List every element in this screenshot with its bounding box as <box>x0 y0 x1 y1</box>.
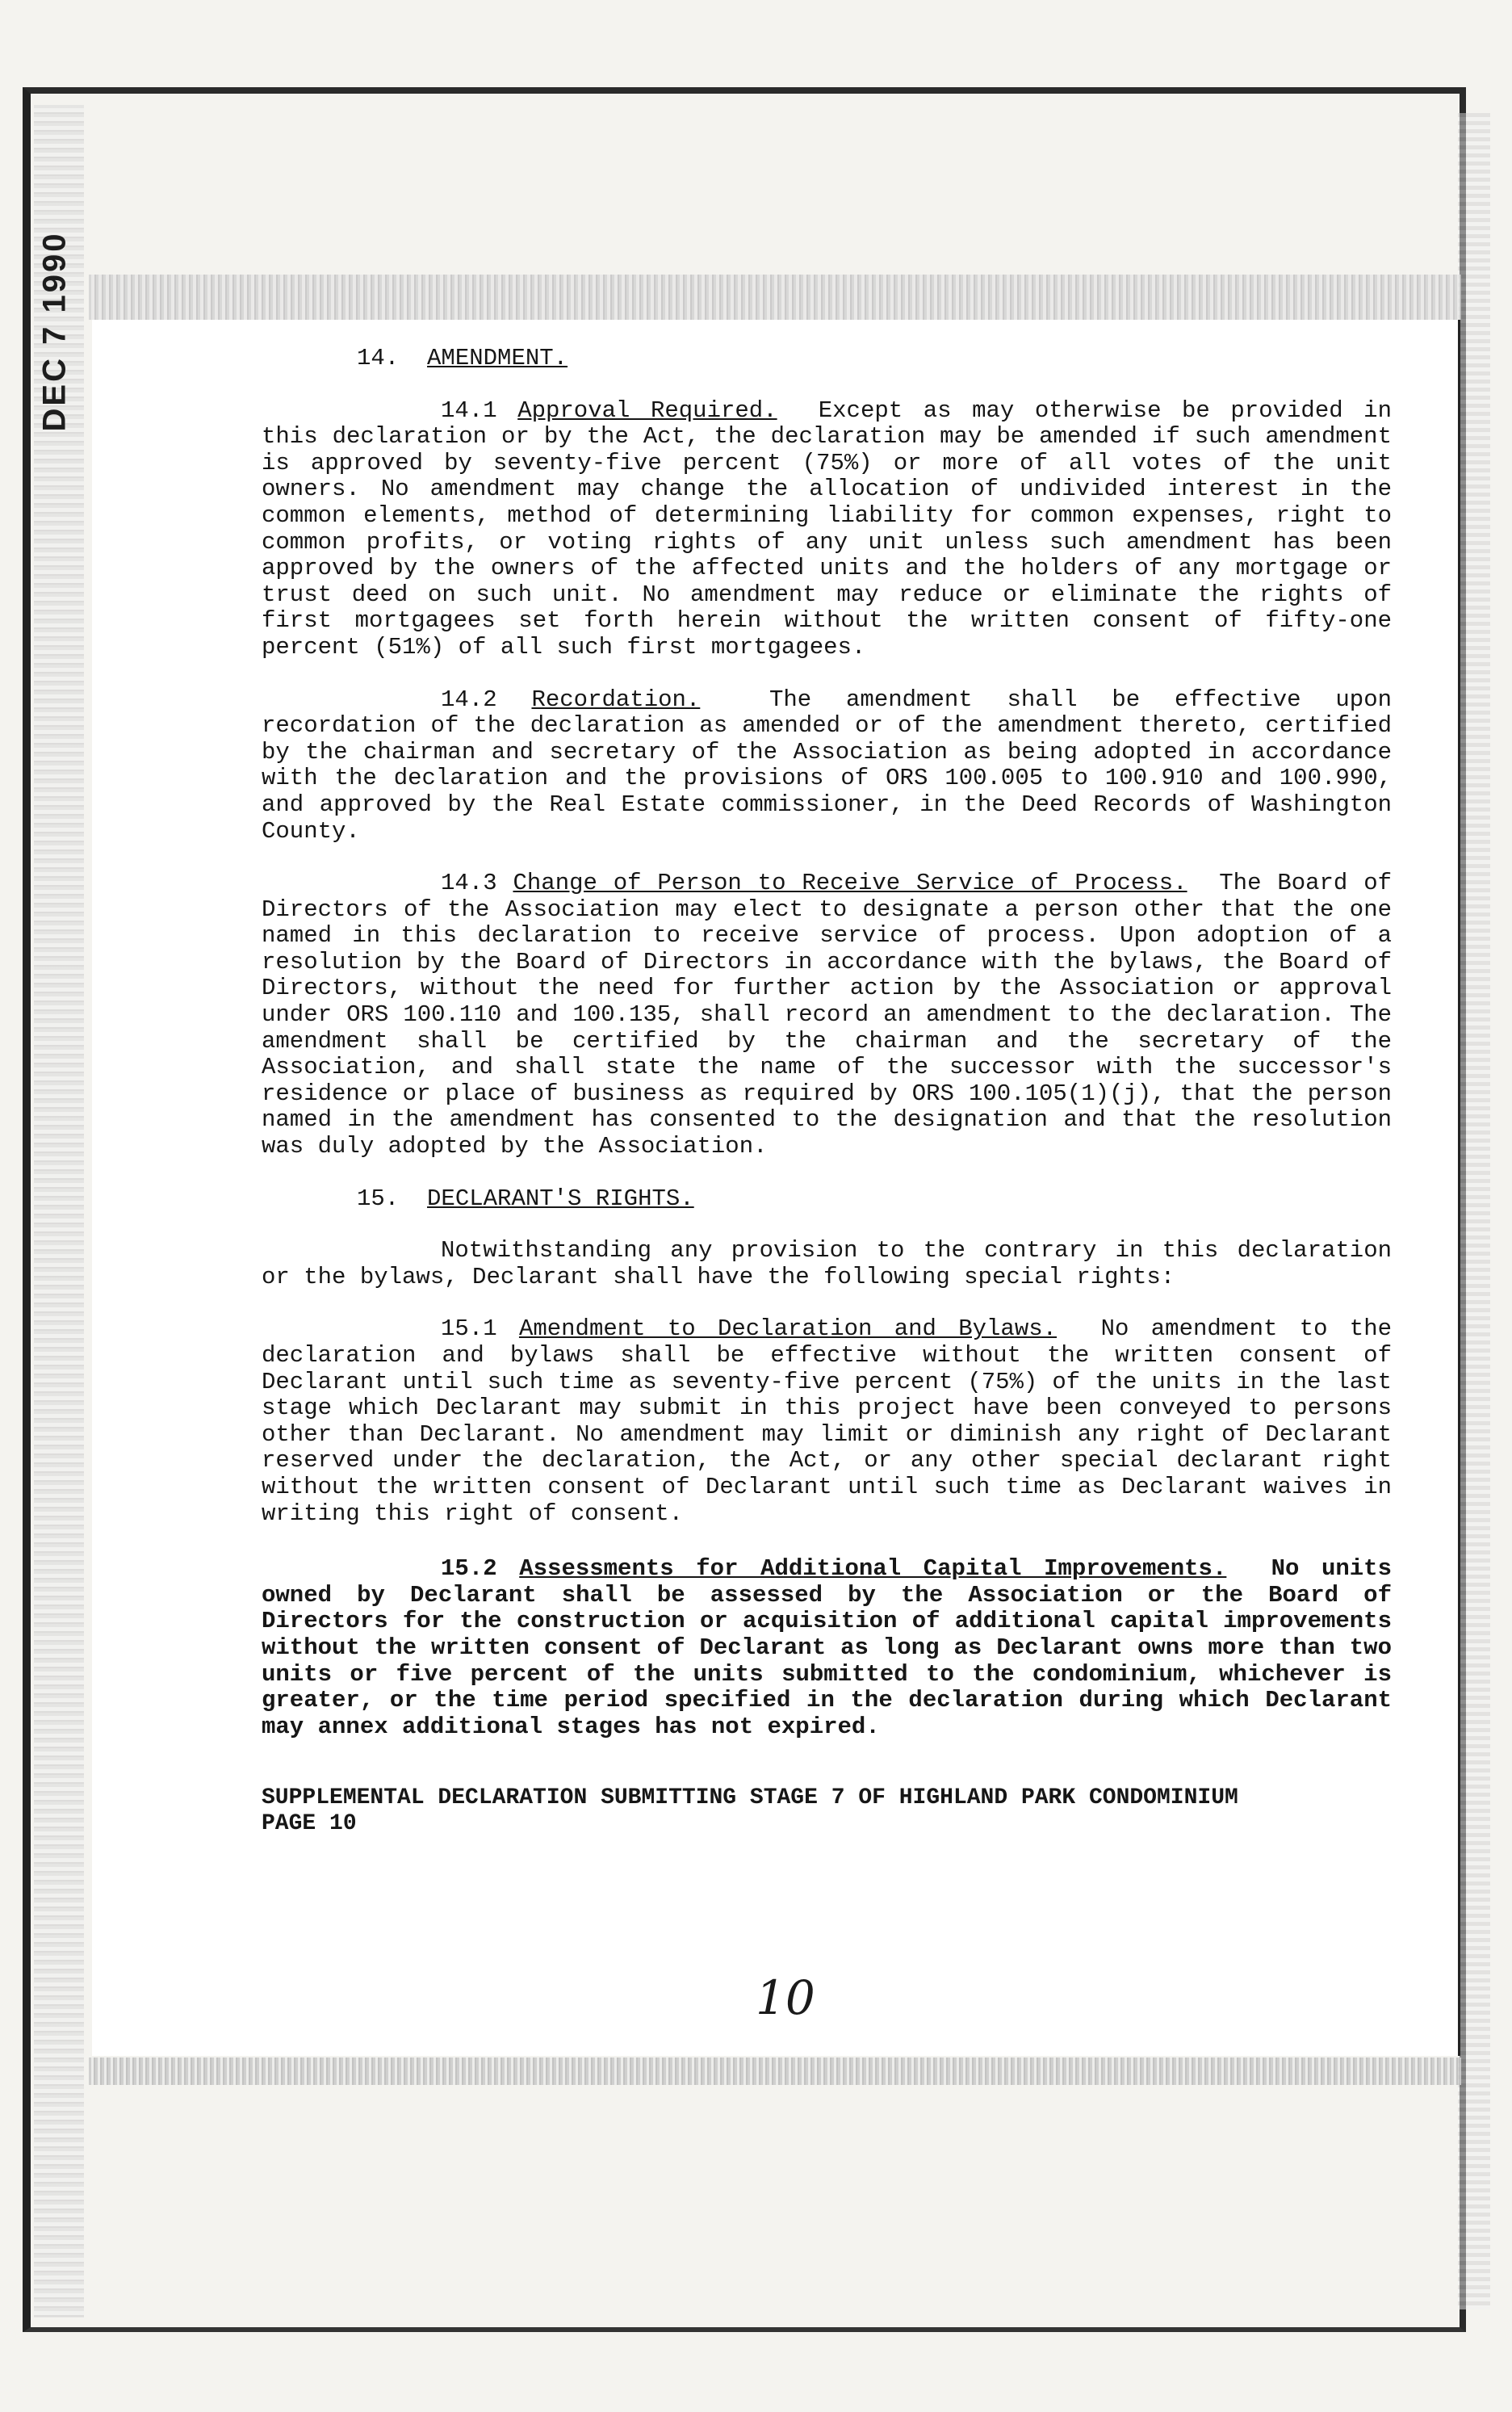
scan-noise-left <box>34 105 84 2318</box>
scan-band-top <box>89 275 1461 320</box>
section-14-title: AMENDMENT. <box>427 345 568 371</box>
section-14-3: 14.3 Change of Person to Receive Service of Process. The Board of Directors of the Association may elect to designate a person other that the one named in this declaration to receive service of process. Upon adoption of a resolution by the Board of Directors in accordance with the bylaws, the Board of Directors, without the need for further action by the Association or approval under ORS 100.110 and 100.135, shall record an amendment to the declaration. The amendment shall be certified by the chairman and the secretary of the Association, and shall state the name of the successor with the successor's residence or place of business as required by ORS 100.105(1)(j), that the person named in the amendment has consented to the designation and that the resolution was duly adopted by the Association. <box>262 870 1392 1160</box>
section-14-2-text: The amendment shall be effective upon recordation of the declaration as amended or of the amendment thereto, certified by the chairman and secretary of the Association as being adopted in accordance with the declaration and the provisions of ORS 100.005 to 100.910 and 100.990, and approved by the Real Estate commissioner, in the Deed Records of Washington County. <box>262 686 1393 845</box>
section-15-1-title: Amendment to Declaration and Bylaws. <box>518 1315 1058 1343</box>
section-14-3-title: Change of Person to Receive Service of Process. <box>513 870 1187 897</box>
date-stamp <box>23 226 87 436</box>
section-15-title: DECLARANT'S RIGHTS. <box>427 1185 694 1212</box>
section-14-1: 14.1 Approval Required. Except as may otherwise be provided in this declaration or by the Act, the declaration may be amended if such amendment is approved by seventy-five percent (75%) or more of all votes of the unit owners. No amendment may change the allocation of undivided interest in the common elements, method of determining liability for common expenses, right to common profits, or voting rights of any unit unless such amendment has been approved by the owners of the affected units and the holders of any mortgage or trust deed on such unit. No amendment may reduce or eliminate the rights of first mortgagees set forth herein without the written consent of fifty-one percent (51%) of all such first mortgagees. <box>262 396 1392 661</box>
section-15-heading: 15. DECLARANT'S RIGHTS. <box>357 1185 694 1212</box>
section-15-intro: Notwithstanding any provision to the contrary in this declaration or the bylaws, Declarant shall have the following special rights: <box>262 1237 1392 1290</box>
section-15-1: 15.1 Amendment to Declaration and Bylaws. No amendment to the declaration and bylaws shall be effective without the written consent of Declarant until such time as seventy-five percent (75%) of the units in the last stage which Declarant may submit in this project have been conveyed to persons other than Declarant. No amendment may limit or diminish any right of Declarant reserved under the declaration, the Act, or any other special declarant right without the written consent of Declarant until such time as Declarant waives in writing this right of consent. <box>262 1315 1393 1527</box>
section-15-2-text: No units owned by Declarant shall be assessed by the Association or the Board of Directors for the construction or acquisition of additional capital improvements without the written consent of Declarant as long as Declarant owns more than two units or five percent of the units submitted to the condominium, whichever is greater, or the time period specified in the declaration during which Declarant may annex additional stages has not expired. <box>262 1555 1392 1740</box>
section-14-heading: 14. AMENDMENT. <box>357 345 568 371</box>
document-body <box>262 346 1392 1837</box>
section-15-2-title: Assessments for Additional Capital Improvements. <box>519 1555 1227 1583</box>
footer-page: PAGE 10 <box>262 1811 357 1837</box>
scan-band-bottom <box>89 2058 1461 2085</box>
section-14-1-text: Except as may otherwise be provided in this declaration or by the Act, the declaration may be amended if such amendment is approved by seventy-five percent (75%) or more of all votes of the unit owners. No amendment may change the allocation of undivided interest in the common elements, method of determining liability for common expenses, right to common profits, or voting rights of any unit unless such amendment has been approved by the owners of the affected units and the holders of any mortgage or trust deed on such unit. No amendment may reduce or eliminate the rights of first mortgagees set forth herein without the written consent of fifty-one percent (51%) of all such first mortgagees. <box>262 396 1392 661</box>
section-15-2: 15.2 Assessments for Additional Capital Improvements. No units owned by Declarant shall be assessed by the Association or the Board of Directors for the construction or acquisition of additional capital improvements without the written consent of Declarant as long as Declarant owns more than two units or five percent of the units submitted to the condominium, whichever is greater, or the time period specified in the declaration during which Declarant may annex additional stages has not expired. <box>262 1555 1392 1740</box>
section-14-2: 14.2 Recordation. The amendment shall be effective upon recordation of the declaration as amended or of the amendment thereto, certified by the chairman and secretary of the Association as being adopted in accordance with the declaration and the provisions of ORS 100.005 to 100.910 and 100.990, and approved by the Real Estate commissioner, in the Deed Records of Washington County. <box>262 686 1393 845</box>
section-14-1-title: Approval Required. <box>517 396 777 424</box>
section-14-3-text: The Board of Directors of the Association may elect to designate a person other that the one named in this declaration to receive service of process. Upon adoption of a resolution by the Board of Directors in accordance with the bylaws, the Board of Directors, without the need for further action by the Association or approval under ORS 100.110 and 100.135, shall record an amendment to the declaration. The amendment shall be certified by the chairman and the secretary of the Association, and shall state the name of the successor with the successor's residence or place of business as required by ORS 100.105(1)(j), that the person named in the amendment has consented to the designation and that the resolution was duly adopted by the Association. <box>262 870 1392 1160</box>
footer-title: SUPPLEMENTAL DECLARATION SUBMITTING STAGE 7 OF HIGHLAND PARK CONDOMINIUM <box>262 1785 1238 1811</box>
section-14-2-title: Recordation. <box>531 686 701 713</box>
scan-noise-right <box>1458 113 1490 2309</box>
section-15-1-text: No amendment to the declaration and bylaws shall be effective without the written consent of Declarant until such time as seventy-five percent (75%) of the units in the last stage which Declarant may submit in this project have been conveyed to persons other than Declarant. No amendment may limit or diminish any right of Declarant reserved under the declaration, the Act, or any other special declarant right without the written consent of Declarant until such time as Declarant waives in writing this right of consent. <box>262 1315 1393 1527</box>
handwritten-page-number: 10 <box>756 1970 815 2025</box>
date-stamp-text: DEC 7 1990 <box>36 231 73 431</box>
